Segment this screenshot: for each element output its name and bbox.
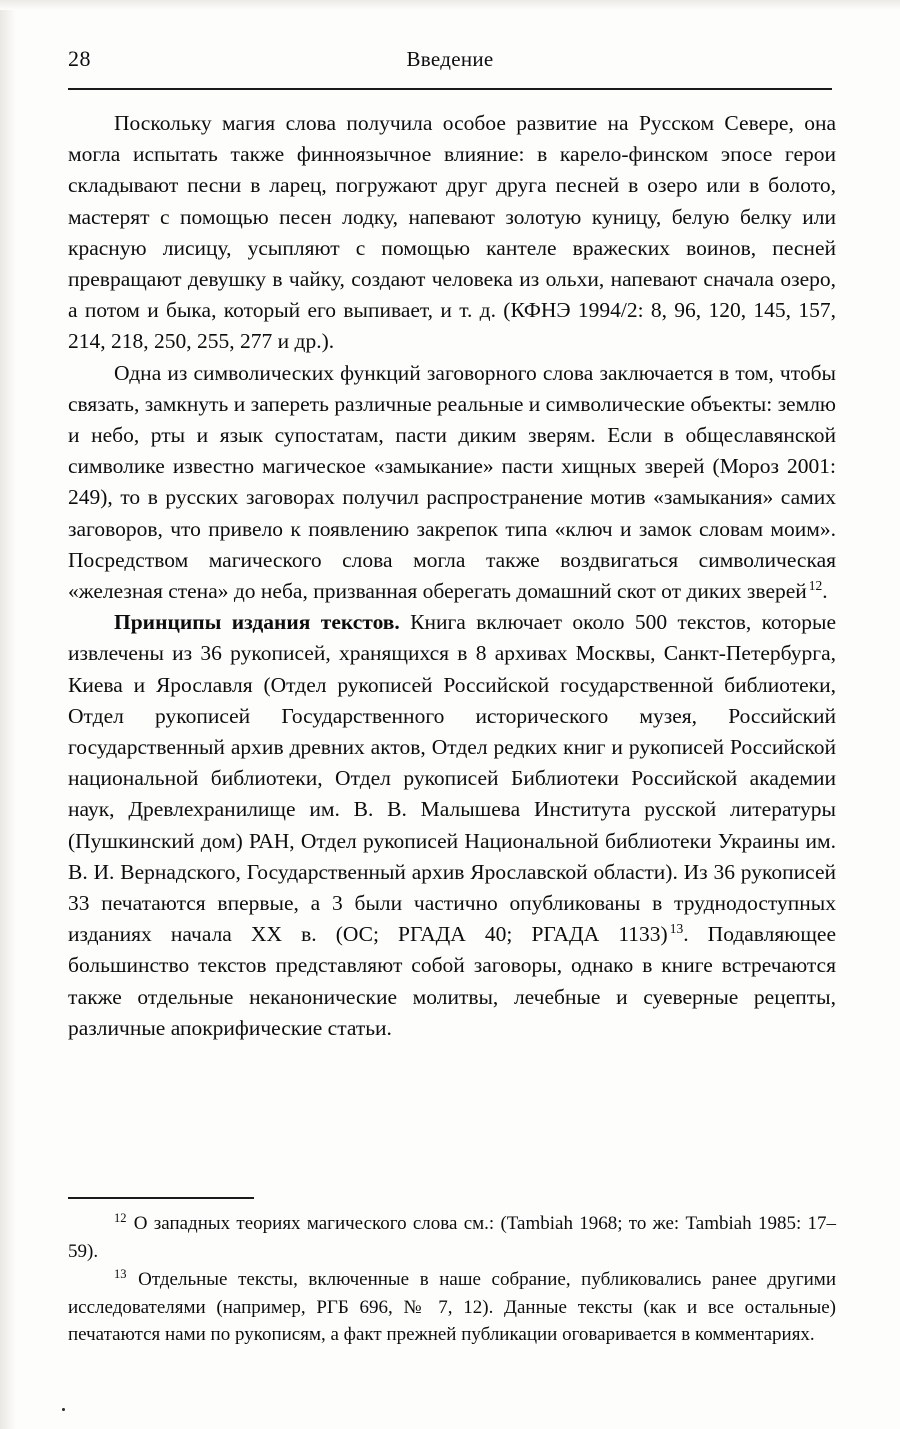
section-text-after-ref: . Подавляющее большинство текстов представляют собой заговоры, однако в книге встречаются также отдельные неканонические молитвы, лечебные и суеверные рецепты, различные апокрифические статьи.: [68, 922, 836, 1040]
footnote-item: [68, 1266, 836, 1349]
footnote-mark-12: 12: [114, 1210, 127, 1225]
page-body: [68, 108, 836, 1044]
footnote-mark-13: 13: [114, 1266, 127, 1281]
page-left-shadow: [0, 0, 16, 1429]
paragraph-3-principles: [68, 607, 836, 1044]
folio-number: 28: [68, 46, 91, 71]
footnote-text-13: Отдельные тексты, включенные в наше собрание, публиковались ранее другими исследователями (например, РГБ 696, № 7, 12). Данные тексты (как и все остальные) печатаются нами по рукописям, а факт прежней публикации оговаривается в комментариях.: [68, 1269, 836, 1345]
section-text-before-ref: Книга включает около 500 текстов, которые извлечены из 36 рукописей, хранящихся в 8 архивах Москвы, Санкт-Петербурга, Киева и Ярославля (Отдел рукописей Российской государственной библиотеки, Отдел рукописей Государственного исторического музея, Российский государственный архив древних актов, Отдел редких книг и рукописей Российской национальной библиотеки, Отдел рукописей Библиотеки Российской академии наук, Древлехранилище им. В. В. Малышева Института русской литературы (Пушкинский дом) РАН, Отдел рукописей Национальной библиотеки Украины им. В. И. Вернадского, Государственный архив Ярославской области). Из 36 рукописей 33 печатаются впервые, а 3 были частично опубликованы в труднодоступных изданиях начала XX в. (ОС; РГАДА 40; РГАДА 1133): [68, 610, 837, 947]
page-header: [68, 46, 832, 72]
footnote-reference-13[interactable]: 13: [669, 921, 684, 937]
footnote-divider: [68, 1197, 254, 1199]
paragraph-2: [68, 358, 836, 608]
footnote-text-12: О западных теориях магического слова см.: (Tambiah 1968; то же: Tambiah 1985: 17–59).: [68, 1213, 836, 1262]
footnote-block: [68, 1210, 836, 1349]
footnote-item: [68, 1210, 836, 1265]
paragraph-2-tail: .: [822, 579, 828, 604]
footnote-reference-12[interactable]: 12: [808, 577, 823, 593]
page-corner-mark: [62, 1408, 65, 1411]
paragraph-1: Поскольку магия слова получила особое развитие на Русском Севере, она могла испытать также финноязычное влияние: в карело-финском эпосе герои складывают песни в ларец, погружают друг друга песней в озеро или в болото, мастерят с помощью песен лодку, напевают золотую куницу, белую белку или красную лисицу, усыпляют с помощью кантеле вражеских воинов, песней превращают девушку в чайку, создают человека из ольхи, напевают сначала озеро, а потом и быка, который его выпивает, и т. д. (КФНЭ 1994/2: 8, 96, 120, 145, 157, 214, 218, 250, 255, 277 и др.).: [68, 111, 836, 354]
running-title: Введение: [406, 47, 494, 71]
header-divider: [68, 88, 832, 90]
paragraph-2-text: Одна из символических функций заговорного слова заключается в том, чтобы связать, замкнуть и запереть различные реальные и символические объекты: землю и небо, рты и язык супостатам, пасти диким зверям. Если в общеславянской символике известно магическое «замыкание» пасти хищных зверей (Мороз 2001: 249), то в русских заговорах получил распространение мотив «замыкания» самих заговоров, что привело к появлению закрепок типа «ключ и замок словам моим». Посредством магического слова могла также воздвигаться символическая «железная стена» до неба, призванная оберегать домашний скот от диких зверей: [68, 360, 836, 604]
runin-heading: Принципы издания текстов.: [114, 610, 400, 635]
page-top-shadow: [0, 0, 900, 10]
